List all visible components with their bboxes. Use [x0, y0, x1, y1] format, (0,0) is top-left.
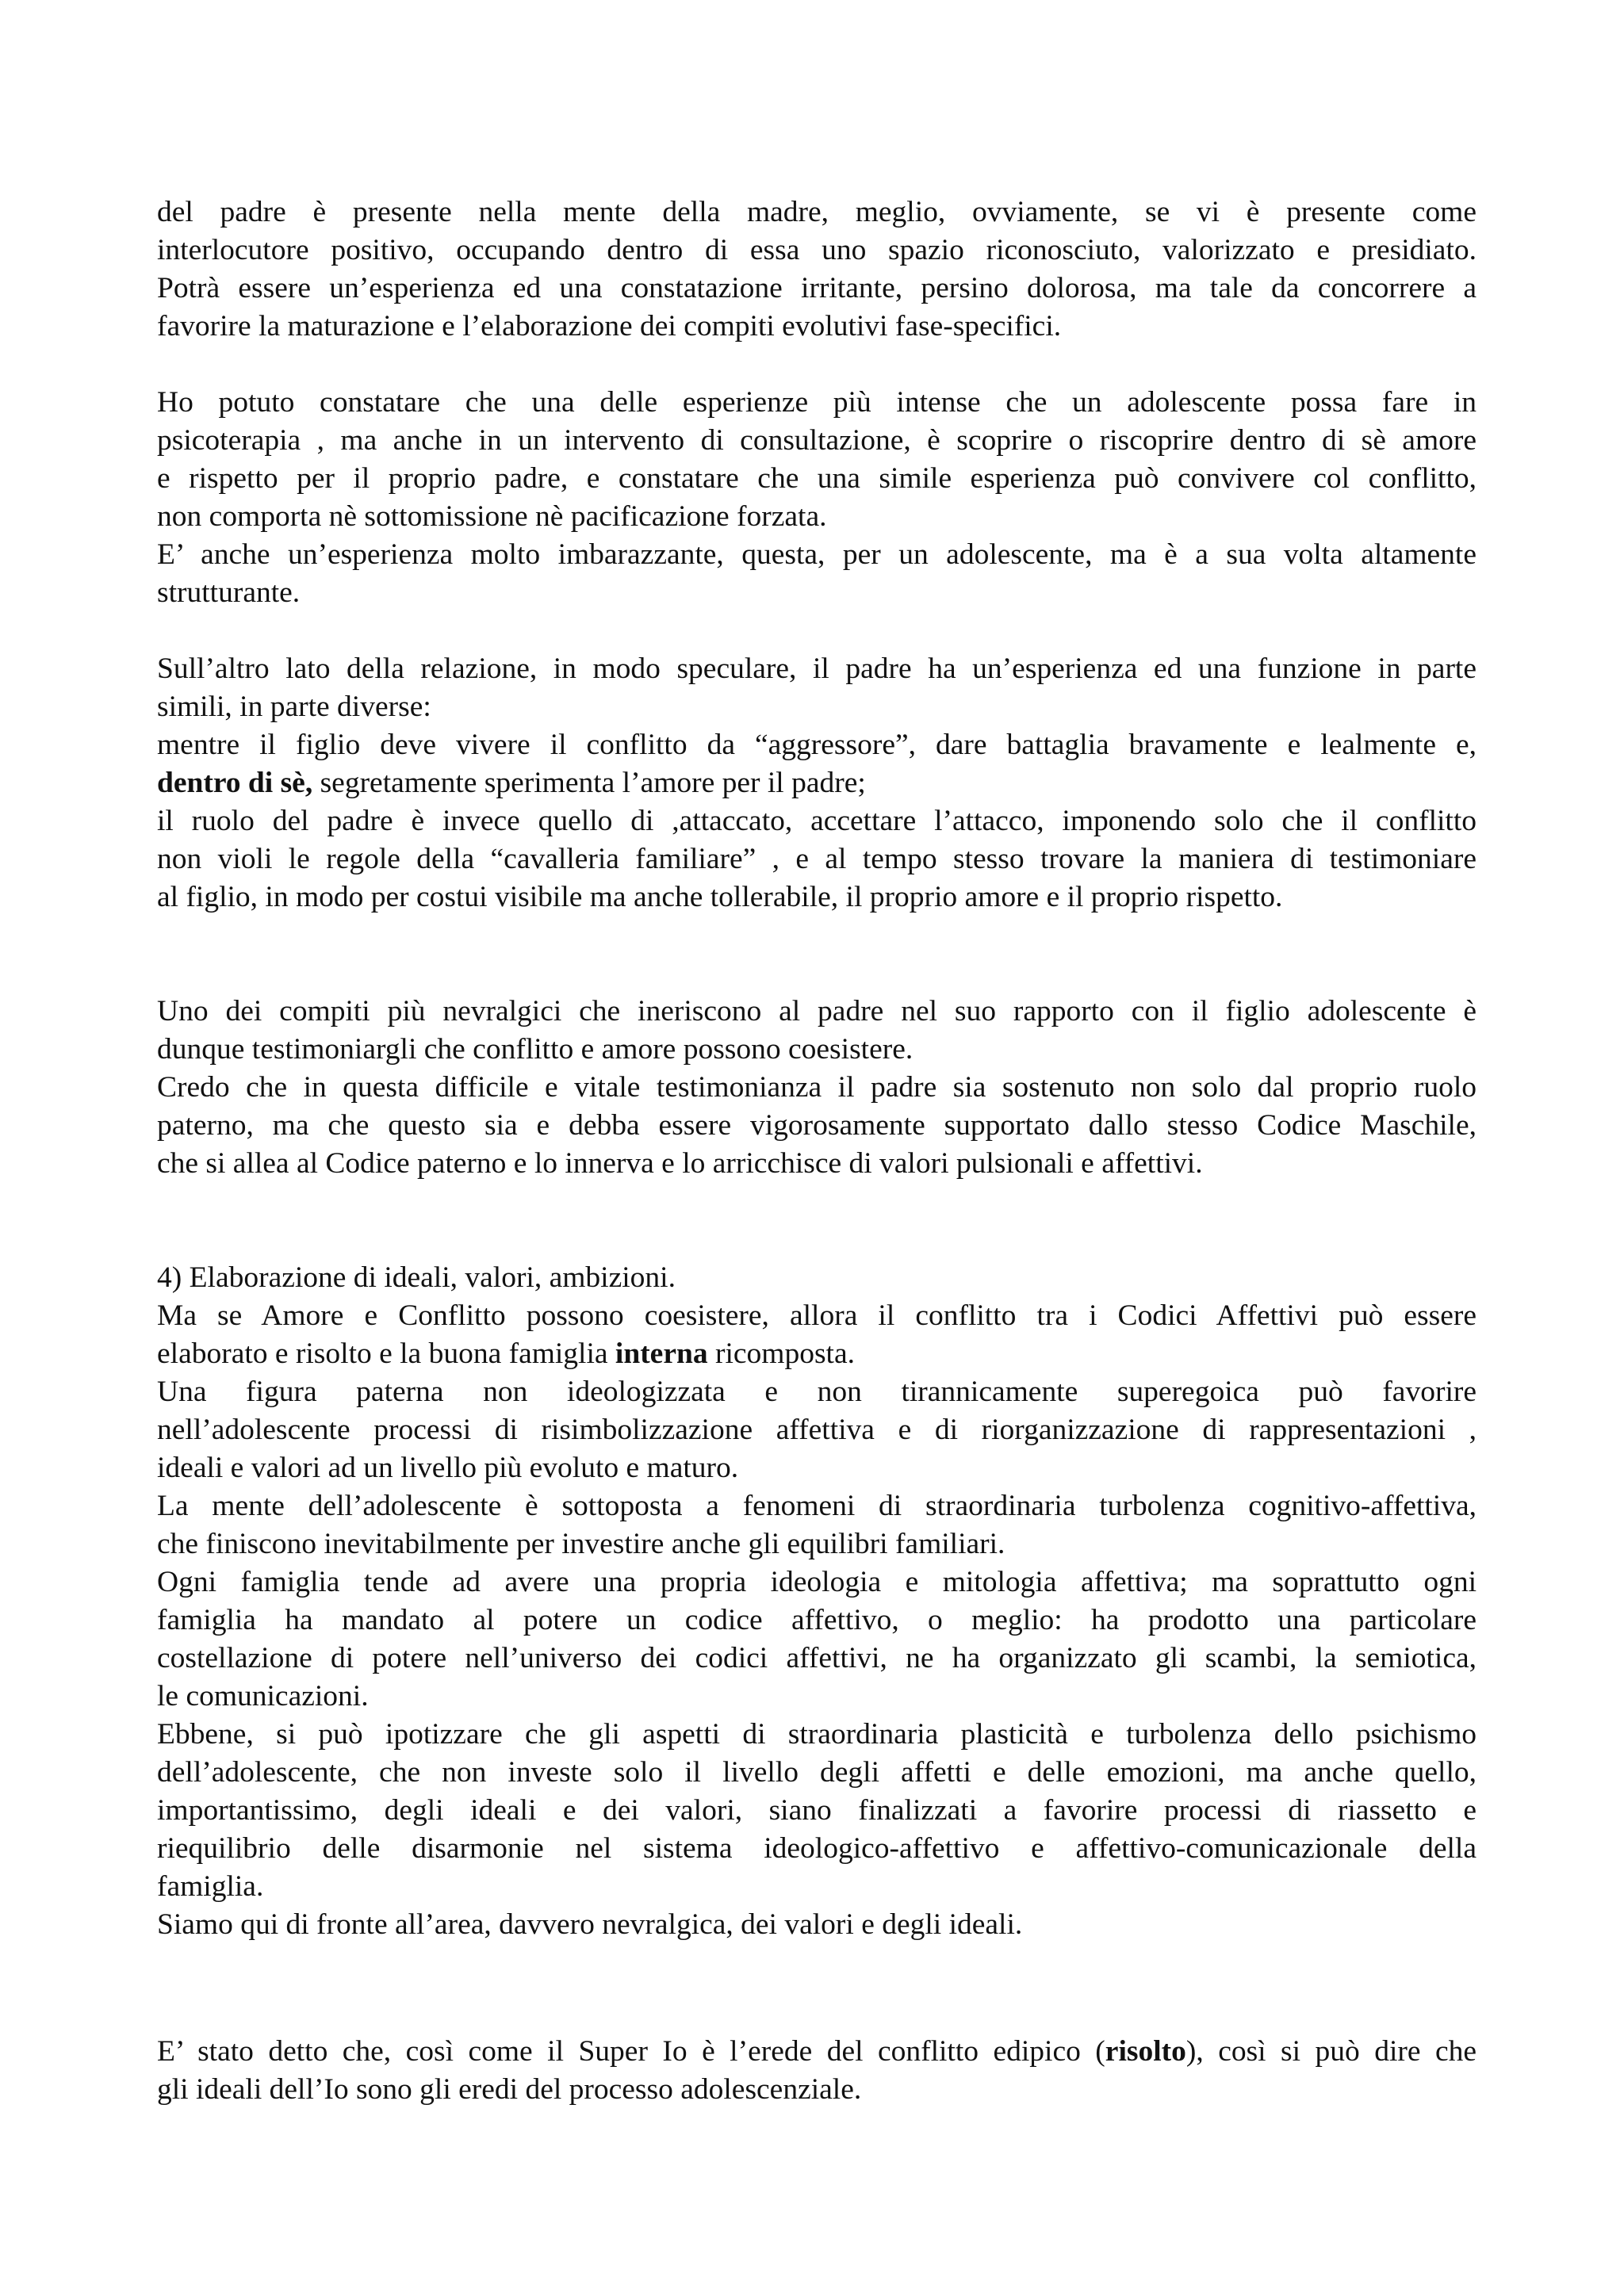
text-line: Potrà essere un’esperienza ed una constatazione irritante, persino dolorosa, ma tale da concorrere a [157, 272, 1477, 304]
bold-phrase: risolto [1105, 2035, 1186, 2068]
text-line: Sull’altro lato della relazione, in modo speculare, il padre ha un’esperienza ed una funzione in parte [157, 652, 1477, 685]
bold-phrase: dentro di sè, [157, 767, 313, 799]
text-line: non comporta nè sottomissione nè pacificazione forzata. [157, 500, 827, 533]
paragraph-6 [157, 2033, 1477, 2109]
text-line: E’ anche un’esperienza molto imbarazzante, questa, per un adolescente, ma è a sua volta altamente [157, 538, 1477, 571]
text-line: favorire la maturazione e l’elaborazione dei compiti evolutivi fase-specifici. [157, 310, 1062, 342]
text-line: La mente dell’adolescente è sottoposta a fenomeni di straordinaria turbolenza cognitivo-affettiva, [157, 1490, 1477, 1522]
text-line: Credo che in questa difficile e vitale testimonianza il padre sia sostenuto non solo dal proprio ruolo [157, 1071, 1477, 1104]
text-line: importantissimo, degli ideali e dei valori, siano finalizzati a favorire processi di riassetto e [157, 1794, 1477, 1827]
text-line: famiglia ha mandato al potere un codice affettivo, o meglio: ha prodotto una particolare [157, 1604, 1477, 1636]
bold-phrase: interna [615, 1337, 708, 1370]
paragraph-4 [157, 993, 1477, 1183]
text-line: simili, in parte diverse: [157, 691, 431, 723]
text-line: del padre è presente nella mente della madre, meglio, ovviamente, se vi è presente come [157, 196, 1477, 228]
text-fragment: ricomposta. [714, 1337, 855, 1370]
text-line: mentre il figlio deve vivere il conflitto da “aggressore”, dare battaglia bravamente e lealmente e, [157, 729, 1477, 761]
text-line: Ho potuto constatare che una delle esperienze più intense che un adolescente possa fare in [157, 386, 1477, 419]
paragraph-3 [157, 650, 1477, 916]
text-line: Ogni famiglia tende ad avere una propria ideologia e mitologia affettiva; ma soprattutto ogni [157, 1566, 1477, 1598]
text-line: Siamo qui di fronte all’area, davvero nevralgica, dei valori e degli ideali. [157, 1908, 1023, 1941]
text-line: dell’adolescente, che non investe solo il livello degli affetti e delle emozioni, ma anche quello, [157, 1756, 1477, 1789]
text-line [157, 2033, 1477, 2071]
text-line: costellazione di potere nell’universo dei codici affettivi, ne ha organizzato gli scambi, la semiotica, [157, 1642, 1477, 1674]
text-line: strutturante. [157, 576, 301, 609]
text-line: e rispetto per il proprio padre, e constatare che una simile esperienza può convivere col conflitto, [157, 462, 1477, 495]
text-line: non violi le regole della “cavalleria familiare” , e al tempo stesso trovare la maniera di testimoniare [157, 843, 1477, 875]
text-fragment: segretamente sperimenta l’amore per il padre; [320, 767, 866, 799]
text-line [157, 1335, 1477, 1373]
text-line: che finiscono inevitabilmente per investire anche gli equilibri familiari. [157, 1528, 1005, 1560]
text-fragment: ), così si può dire che [1185, 2035, 1477, 2068]
text-line: paterno, ma che questo sia e debba essere vigorosamente supportato dallo stesso Codice Maschile, [157, 1109, 1477, 1142]
text-line: il ruolo del padre è invece quello di ,attaccato, accettare l’attacco, imponendo solo che il conflitto [157, 805, 1477, 837]
text-line: Uno dei compiti più nevralgici che ineriscono al padre nel suo rapporto con il figlio adolescente è [157, 995, 1477, 1027]
paragraph-1 [157, 193, 1477, 346]
text-line: al figlio, in modo per costui visibile ma anche tollerabile, il proprio amore e il proprio rispetto. [157, 881, 1283, 913]
text-line: nell’adolescente processi di risimbolizzazione affettiva e di riorganizzazione di rappresentazioni , [157, 1414, 1477, 1446]
text-line: dunque testimoniargli che conflitto e amore possono coesistere. [157, 1033, 914, 1066]
text-line: le comunicazioni. [157, 1680, 369, 1712]
paragraph-2 [157, 384, 1477, 612]
text-line: Una figura paterna non ideologizzata e non tirannicamente superegoica può favorire [157, 1376, 1477, 1408]
text-line: famiglia. [157, 1870, 264, 1903]
text-line: riequilibrio delle disarmonie nel sistema ideologico-affettivo e affettivo-comunicazionale della [157, 1832, 1477, 1865]
text-line: interlocutore positivo, occupando dentro di essa uno spazio riconosciuto, valorizzato e presidiato. [157, 234, 1477, 266]
text-line: Ebbene, si può ipotizzare che gli aspetti di straordinaria plasticità e turbolenza dello psichismo [157, 1718, 1477, 1751]
text-line: ideali e valori ad un livello più evoluto e maturo. [157, 1452, 739, 1484]
text-fragment: E’ stato detto che, così come il Super Io è l’erede del conflitto edipico ( [157, 2035, 1105, 2068]
text-line [157, 764, 1477, 802]
text-line: Ma se Amore e Conflitto possono coesistere, allora il conflitto tra i Codici Affettivi può essere [157, 1299, 1477, 1332]
text-line: gli ideali dell’Io sono gli eredi del processo adolescenziale. [157, 2073, 862, 2106]
paragraph-5 [157, 1259, 1477, 1944]
text-line: che si allea al Codice paterno e lo innerva e lo arricchisce di valori pulsionali e affettivi. [157, 1147, 1203, 1180]
text-fragment: elaborato e risolto e la buona famiglia [157, 1337, 608, 1370]
text-line: psicoterapia , ma anche in un intervento di consultazione, è scoprire o riscoprire dentro di sè amore [157, 424, 1477, 457]
document-page [157, 193, 1477, 2109]
section-heading: 4) Elaborazione di ideali, valori, ambizioni. [157, 1261, 676, 1294]
